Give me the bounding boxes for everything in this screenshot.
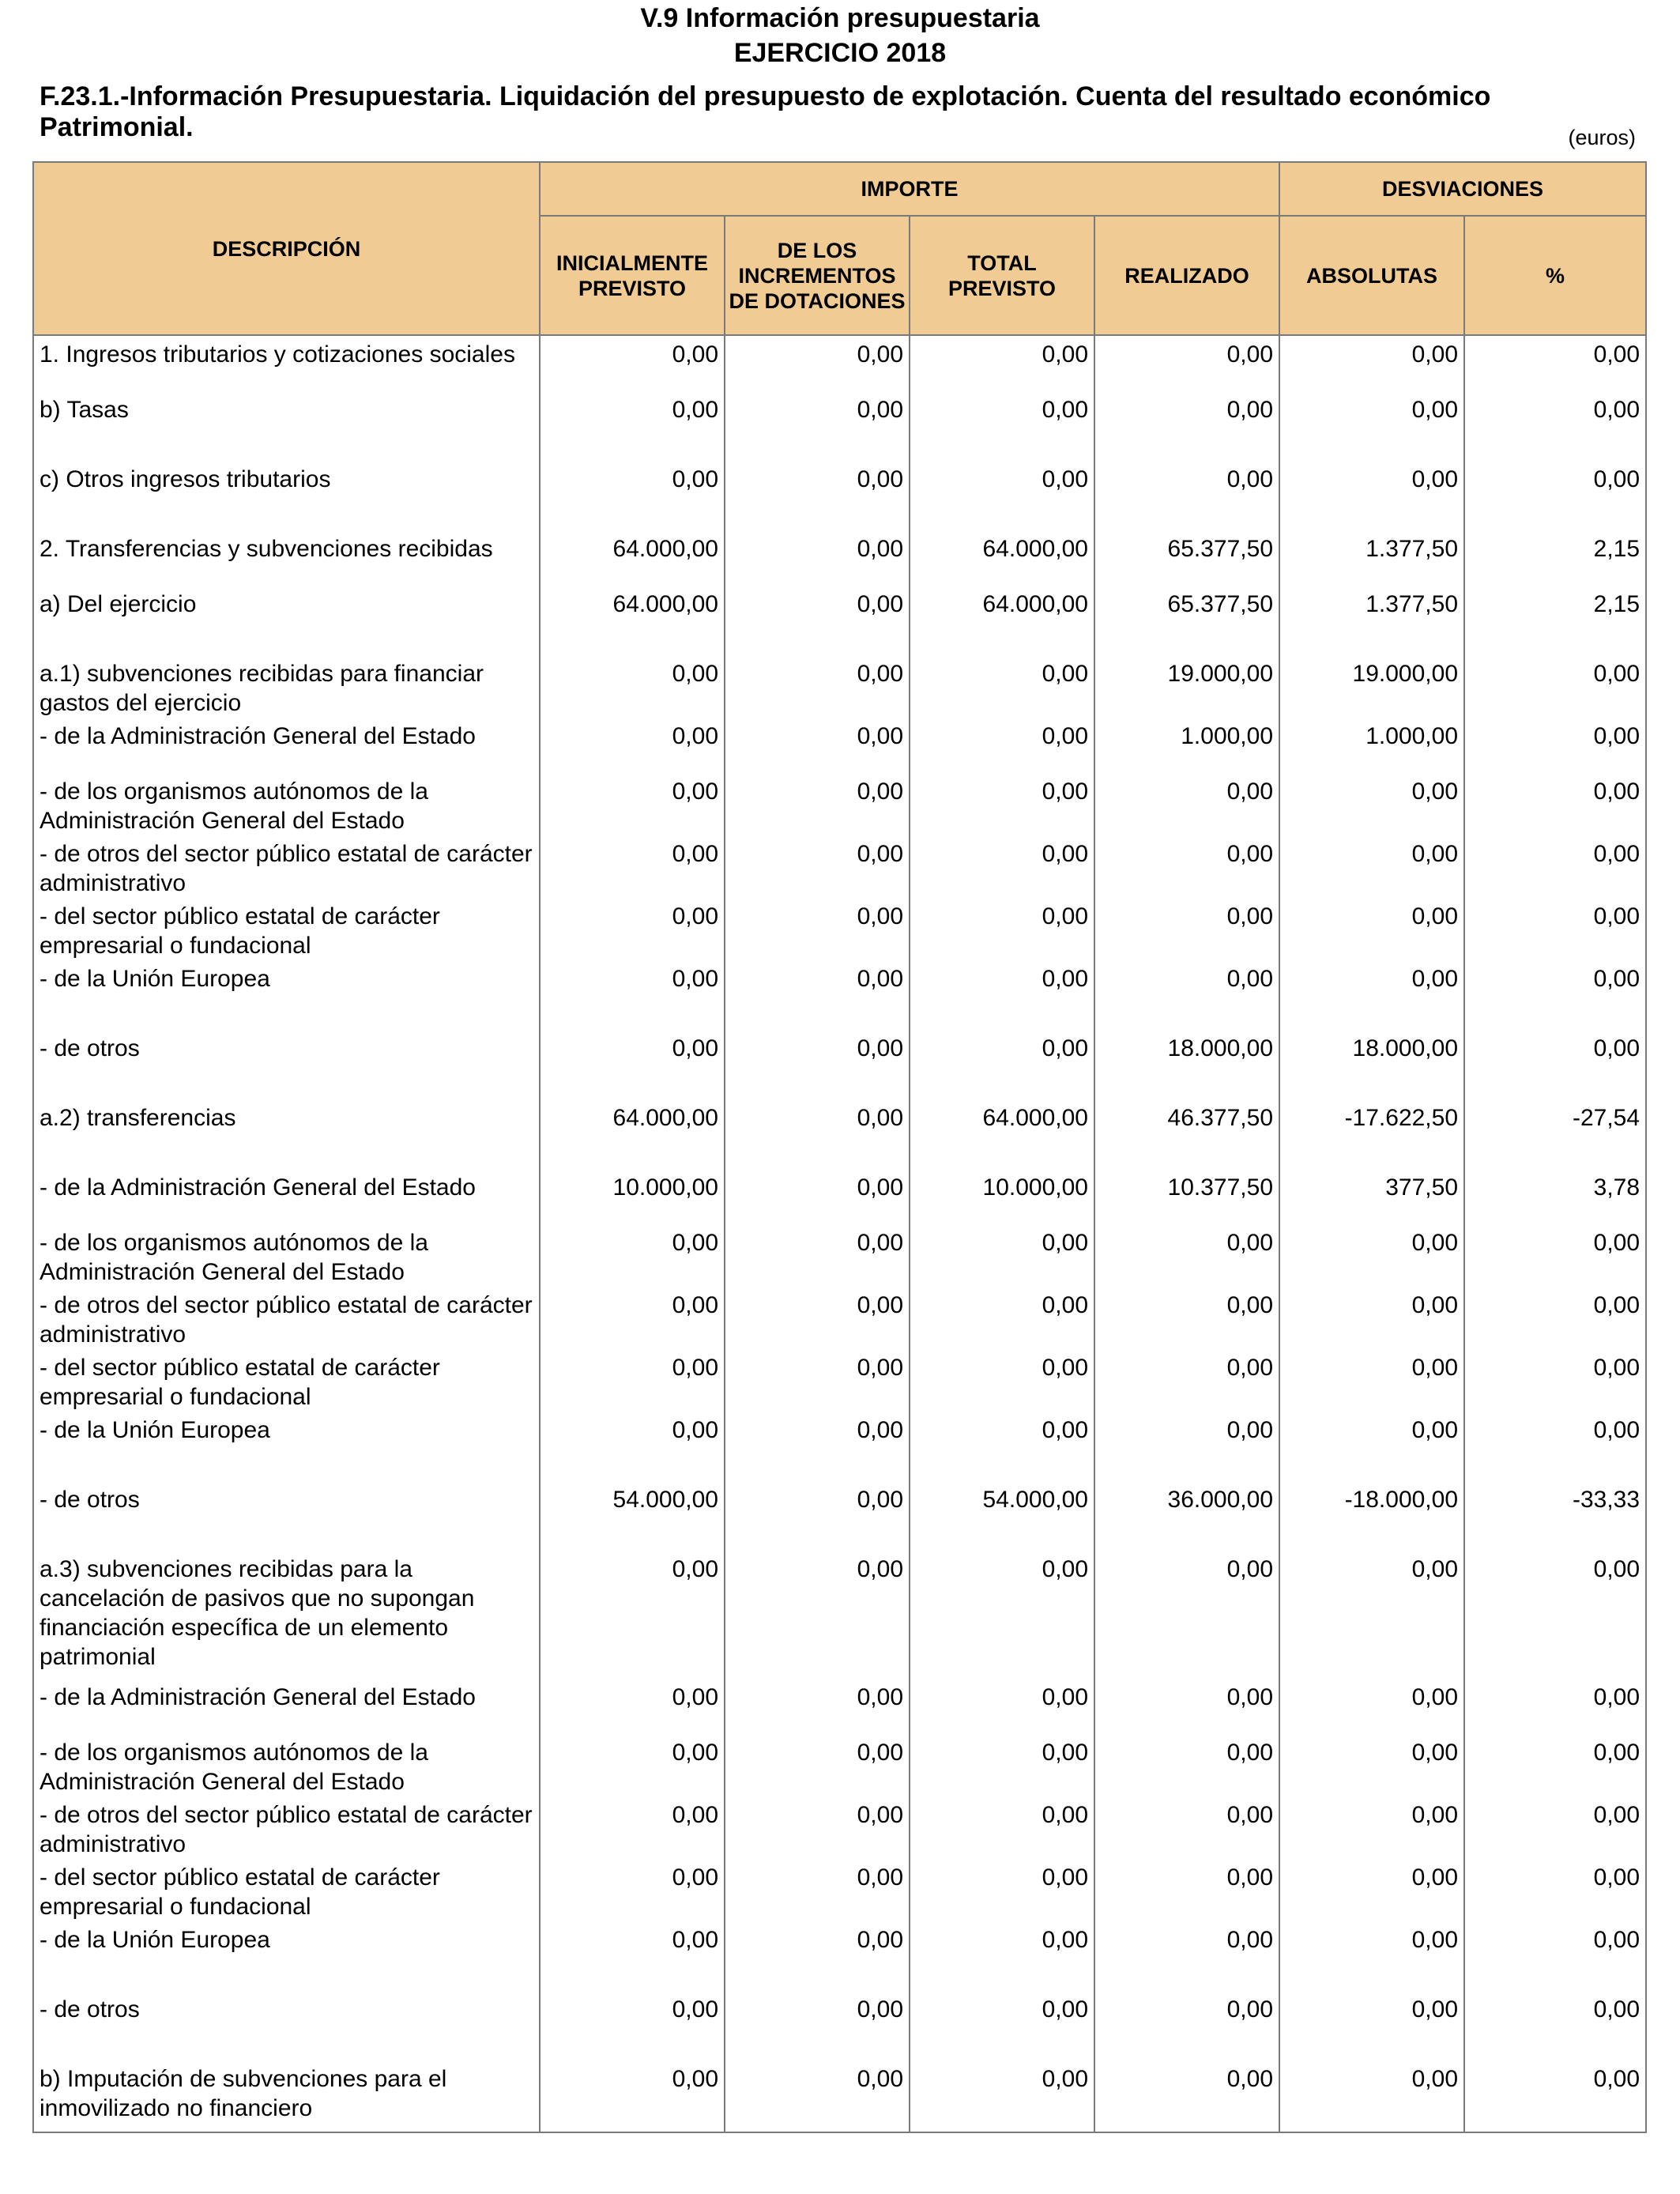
cell-porcentaje: 0,00 [1464,655,1646,718]
table-body [33,335,1646,2132]
cell-absolutas: 0,00 [1279,1921,1464,1991]
cell-realizado: 19.000,00 [1094,655,1279,718]
header-incrementos-dotaciones: DE LOS INCREMENTOS DE DOTACIONES [725,216,910,335]
cell-incrementos: 0,00 [725,898,910,960]
table-row [33,1224,1646,1287]
cell-absolutas: 19.000,00 [1279,655,1464,718]
cell-descripcion: a) Del ejercicio [33,586,540,655]
cell-porcentaje: 0,00 [1464,1412,1646,1481]
cell-total-previsto: 0,00 [910,1921,1094,1991]
cell-absolutas: 0,00 [1279,1224,1464,1287]
cell-total-previsto: 0,00 [910,461,1094,530]
cell-descripcion: - de la Administración General del Estado [33,1169,540,1224]
cell-total-previsto: 0,00 [910,718,1094,773]
cell-porcentaje: 0,00 [1464,461,1646,530]
cell-descripcion: c) Otros ingresos tributarios [33,461,540,530]
table-row [33,655,1646,718]
cell-total-previsto: 0,00 [910,391,1094,461]
cell-incrementos: 0,00 [725,1991,910,2060]
cell-realizado: 0,00 [1094,1224,1279,1287]
cell-absolutas: 377,50 [1279,1169,1464,1224]
cell-descripcion: - de otros del sector público estatal de carácter administrativo [33,1287,540,1349]
table-row [33,1921,1646,1991]
cell-incrementos: 0,00 [725,1030,910,1099]
cell-inicialmente-previsto: 0,00 [540,461,725,530]
cell-porcentaje: 0,00 [1464,773,1646,835]
cell-inicialmente-previsto: 0,00 [540,1551,725,1679]
cell-porcentaje: 0,00 [1464,1921,1646,1991]
cell-inicialmente-previsto: 64.000,00 [540,1099,725,1169]
cell-realizado: 0,00 [1094,1679,1279,1734]
cell-incrementos: 0,00 [725,586,910,655]
cell-inicialmente-previsto: 0,00 [540,2060,725,2132]
cell-absolutas: 0,00 [1279,960,1464,1030]
cell-realizado: 10.377,50 [1094,1169,1279,1224]
cell-absolutas: 0,00 [1279,1551,1464,1679]
cell-incrementos: 0,00 [725,1679,910,1734]
budget-table [32,161,1647,2133]
cell-descripcion: 2. Transferencias y subvenciones recibidas [33,530,540,586]
cell-porcentaje: 3,78 [1464,1169,1646,1224]
table-row [33,835,1646,898]
cell-realizado: 0,00 [1094,391,1279,461]
cell-porcentaje: 0,00 [1464,1796,1646,1859]
cell-incrementos: 0,00 [725,1796,910,1859]
table-row [33,461,1646,530]
cell-inicialmente-previsto: 0,00 [540,1679,725,1734]
cell-porcentaje: 0,00 [1464,1991,1646,2060]
cell-inicialmente-previsto: 10.000,00 [540,1169,725,1224]
cell-inicialmente-previsto: 0,00 [540,1734,725,1796]
cell-incrementos: 0,00 [725,461,910,530]
cell-realizado: 0,00 [1094,1412,1279,1481]
cell-realizado: 0,00 [1094,1349,1279,1412]
cell-realizado: 0,00 [1094,1991,1279,2060]
cell-absolutas: 0,00 [1279,335,1464,391]
cell-porcentaje: 0,00 [1464,1349,1646,1412]
cell-realizado: 36.000,00 [1094,1481,1279,1551]
cell-absolutas: 0,00 [1279,1287,1464,1349]
cell-realizado: 0,00 [1094,1796,1279,1859]
cell-descripcion: - de la Administración General del Estado [33,1679,540,1734]
cell-absolutas: 1.000,00 [1279,718,1464,773]
cell-incrementos: 0,00 [725,1551,910,1679]
cell-total-previsto: 10.000,00 [910,1169,1094,1224]
cell-total-previsto: 0,00 [910,960,1094,1030]
cell-total-previsto: 0,00 [910,1224,1094,1287]
cell-porcentaje: 0,00 [1464,718,1646,773]
table-header [33,162,1646,335]
cell-inicialmente-previsto: 64.000,00 [540,530,725,586]
cell-inicialmente-previsto: 0,00 [540,1349,725,1412]
page-title: V.9 Información presupuestaria [640,3,1040,33]
cell-absolutas: 0,00 [1279,391,1464,461]
cell-realizado: 0,00 [1094,835,1279,898]
cell-inicialmente-previsto: 0,00 [540,773,725,835]
cell-inicialmente-previsto: 64.000,00 [540,586,725,655]
cell-descripcion: - de los organismos autónomos de la Administración General del Estado [33,1734,540,1796]
cell-total-previsto: 0,00 [910,1349,1094,1412]
cell-descripcion: - de otros [33,1030,540,1099]
table-row [33,960,1646,1030]
cell-porcentaje: 0,00 [1464,391,1646,461]
cell-absolutas: -18.000,00 [1279,1481,1464,1551]
header-desviaciones: DESVIACIONES [1279,162,1646,216]
cell-porcentaje: 0,00 [1464,1551,1646,1679]
cell-descripcion: - de otros del sector público estatal de carácter administrativo [33,1796,540,1859]
cell-absolutas: 0,00 [1279,773,1464,835]
cell-incrementos: 0,00 [725,1349,910,1412]
table-row [33,1991,1646,2060]
cell-inicialmente-previsto: 0,00 [540,1859,725,1921]
cell-porcentaje: 0,00 [1464,1859,1646,1921]
cell-porcentaje: 0,00 [1464,2060,1646,2132]
cell-incrementos: 0,00 [725,335,910,391]
cell-total-previsto: 0,00 [910,1859,1094,1921]
cell-inicialmente-previsto: 0,00 [540,960,725,1030]
cell-incrementos: 0,00 [725,1287,910,1349]
cell-realizado: 18.000,00 [1094,1030,1279,1099]
cell-absolutas: 0,00 [1279,1412,1464,1481]
cell-descripcion: - de la Unión Europea [33,1412,540,1481]
cell-descripcion: - de los organismos autónomos de la Administración General del Estado [33,1224,540,1287]
cell-inicialmente-previsto: 54.000,00 [540,1481,725,1551]
table-row [33,530,1646,586]
units-label: (euros) [1568,126,1636,149]
table-row [33,391,1646,461]
cell-absolutas: 0,00 [1279,1734,1464,1796]
table-row [33,1030,1646,1099]
cell-absolutas: 0,00 [1279,898,1464,960]
cell-total-previsto: 0,00 [910,1030,1094,1099]
cell-total-previsto: 0,00 [910,335,1094,391]
cell-incrementos: 0,00 [725,1224,910,1287]
cell-inicialmente-previsto: 0,00 [540,835,725,898]
cell-total-previsto: 0,00 [910,773,1094,835]
cell-descripcion: a.3) subvenciones recibidas para la cancelación de pasivos que no supongan financiación específica de un elemento patrimonial [33,1551,540,1679]
fiscal-year-title: EJERCICIO 2018 [733,38,947,68]
cell-descripcion: a.2) transferencias [33,1099,540,1169]
cell-total-previsto: 64.000,00 [910,586,1094,655]
cell-descripcion: - del sector público estatal de carácter empresarial o fundacional [33,1859,540,1921]
cell-total-previsto: 0,00 [910,1991,1094,2060]
cell-absolutas: 0,00 [1279,2060,1464,2132]
cell-descripcion: b) Tasas [33,391,540,461]
cell-porcentaje: 0,00 [1464,1287,1646,1349]
table-row [33,335,1646,391]
cell-inicialmente-previsto: 0,00 [540,1796,725,1859]
cell-realizado: 0,00 [1094,1734,1279,1796]
cell-inicialmente-previsto: 0,00 [540,1921,725,1991]
cell-realizado: 46.377,50 [1094,1099,1279,1169]
header-importe: IMPORTE [540,162,1279,216]
header-porcentaje: % [1464,216,1646,335]
cell-total-previsto: 54.000,00 [910,1481,1094,1551]
cell-descripcion: - del sector público estatal de carácter empresarial o fundacional [33,898,540,960]
cell-inicialmente-previsto: 0,00 [540,898,725,960]
table-row [33,898,1646,960]
table-row [33,773,1646,835]
cell-incrementos: 0,00 [725,718,910,773]
table-row [33,1679,1646,1734]
cell-incrementos: 0,00 [725,1169,910,1224]
cell-total-previsto: 0,00 [910,1796,1094,1859]
cell-realizado: 0,00 [1094,1859,1279,1921]
cell-descripcion: - de otros [33,1991,540,2060]
cell-incrementos: 0,00 [725,2060,910,2132]
cell-total-previsto: 64.000,00 [910,530,1094,586]
cell-porcentaje: 0,00 [1464,1734,1646,1796]
cell-incrementos: 0,00 [725,391,910,461]
cell-porcentaje: 0,00 [1464,1030,1646,1099]
cell-absolutas: 1.377,50 [1279,586,1464,655]
cell-incrementos: 0,00 [725,1859,910,1921]
cell-total-previsto: 0,00 [910,1412,1094,1481]
table-row [33,2060,1646,2132]
table-row [33,1349,1646,1412]
table-row [33,1551,1646,1679]
cell-absolutas: 0,00 [1279,1859,1464,1921]
table-row [33,586,1646,655]
cell-absolutas: 0,00 [1279,1796,1464,1859]
cell-porcentaje: 0,00 [1464,898,1646,960]
cell-inicialmente-previsto: 0,00 [540,1224,725,1287]
table-row [33,1734,1646,1796]
cell-incrementos: 0,00 [725,835,910,898]
table-row [33,1412,1646,1481]
report-subtitle: F.23.1.-Información Presupuestaria. Liquidación del presupuesto de explotación. Cuenta del resultado económico Patrimonial. [40,81,1491,142]
cell-realizado: 0,00 [1094,2060,1279,2132]
cell-descripcion: - de los organismos autónomos de la Administración General del Estado [33,773,540,835]
cell-porcentaje: -27,54 [1464,1099,1646,1169]
cell-total-previsto: 64.000,00 [910,1099,1094,1169]
cell-incrementos: 0,00 [725,1734,910,1796]
table-row [33,1099,1646,1169]
cell-realizado: 0,00 [1094,1287,1279,1349]
header-descripcion: DESCRIPCIÓN [33,162,540,335]
header-total-previsto: TOTAL PREVISTO [910,216,1094,335]
cell-incrementos: 0,00 [725,1099,910,1169]
cell-total-previsto: 0,00 [910,1734,1094,1796]
table-row [33,1859,1646,1921]
cell-porcentaje: 2,15 [1464,586,1646,655]
cell-realizado: 0,00 [1094,898,1279,960]
cell-absolutas: 0,00 [1279,835,1464,898]
cell-inicialmente-previsto: 0,00 [540,391,725,461]
cell-descripcion: - de la Administración General del Estado [33,718,540,773]
cell-porcentaje: 0,00 [1464,335,1646,391]
cell-inicialmente-previsto: 0,00 [540,1030,725,1099]
cell-incrementos: 0,00 [725,773,910,835]
cell-porcentaje: 0,00 [1464,835,1646,898]
cell-total-previsto: 0,00 [910,655,1094,718]
table-row [33,1481,1646,1551]
cell-descripcion: b) Imputación de subvenciones para el inmovilizado no financiero [33,2060,540,2132]
cell-incrementos: 0,00 [725,1481,910,1551]
cell-descripcion: 1. Ingresos tributarios y cotizaciones sociales [33,335,540,391]
cell-inicialmente-previsto: 0,00 [540,1287,725,1349]
cell-inicialmente-previsto: 0,00 [540,1412,725,1481]
cell-descripcion: - de la Unión Europea [33,1921,540,1991]
cell-inicialmente-previsto: 0,00 [540,718,725,773]
cell-descripcion: - de otros [33,1481,540,1551]
cell-descripcion: - de otros del sector público estatal de carácter administrativo [33,835,540,898]
cell-realizado: 0,00 [1094,1551,1279,1679]
header-inicialmente-previsto: INICIALMENTE PREVISTO [540,216,725,335]
cell-total-previsto: 0,00 [910,1551,1094,1679]
cell-realizado: 65.377,50 [1094,586,1279,655]
cell-realizado: 0,00 [1094,773,1279,835]
cell-total-previsto: 0,00 [910,2060,1094,2132]
cell-absolutas: 18.000,00 [1279,1030,1464,1099]
cell-descripcion: a.1) subvenciones recibidas para financiar gastos del ejercicio [33,655,540,718]
cell-inicialmente-previsto: 0,00 [540,335,725,391]
cell-descripcion: - del sector público estatal de carácter empresarial o fundacional [33,1349,540,1412]
cell-porcentaje: 0,00 [1464,1679,1646,1734]
cell-total-previsto: 0,00 [910,835,1094,898]
table-row [33,1169,1646,1224]
cell-incrementos: 0,00 [725,655,910,718]
cell-porcentaje: 2,15 [1464,530,1646,586]
cell-inicialmente-previsto: 0,00 [540,655,725,718]
cell-realizado: 0,00 [1094,960,1279,1030]
cell-realizado: 0,00 [1094,461,1279,530]
cell-descripcion: - de la Unión Europea [33,960,540,1030]
cell-porcentaje: 0,00 [1464,1224,1646,1287]
cell-absolutas: 0,00 [1279,1349,1464,1412]
table-row [33,1287,1646,1349]
cell-incrementos: 0,00 [725,530,910,586]
cell-incrementos: 0,00 [725,1412,910,1481]
cell-total-previsto: 0,00 [910,898,1094,960]
cell-absolutas: 0,00 [1279,461,1464,530]
cell-inicialmente-previsto: 0,00 [540,1991,725,2060]
cell-total-previsto: 0,00 [910,1287,1094,1349]
cell-porcentaje: -33,33 [1464,1481,1646,1551]
cell-absolutas: 1.377,50 [1279,530,1464,586]
table-row [33,718,1646,773]
cell-realizado: 0,00 [1094,1921,1279,1991]
cell-realizado: 65.377,50 [1094,530,1279,586]
cell-realizado: 1.000,00 [1094,718,1279,773]
header-absolutas: ABSOLUTAS [1279,216,1464,335]
cell-incrementos: 0,00 [725,1921,910,1991]
cell-total-previsto: 0,00 [910,1679,1094,1734]
cell-absolutas: 0,00 [1279,1679,1464,1734]
cell-realizado: 0,00 [1094,335,1279,391]
cell-porcentaje: 0,00 [1464,960,1646,1030]
header-realizado: REALIZADO [1094,216,1279,335]
table-row [33,1796,1646,1859]
cell-incrementos: 0,00 [725,960,910,1030]
cell-absolutas: -17.622,50 [1279,1099,1464,1169]
cell-absolutas: 0,00 [1279,1991,1464,2060]
